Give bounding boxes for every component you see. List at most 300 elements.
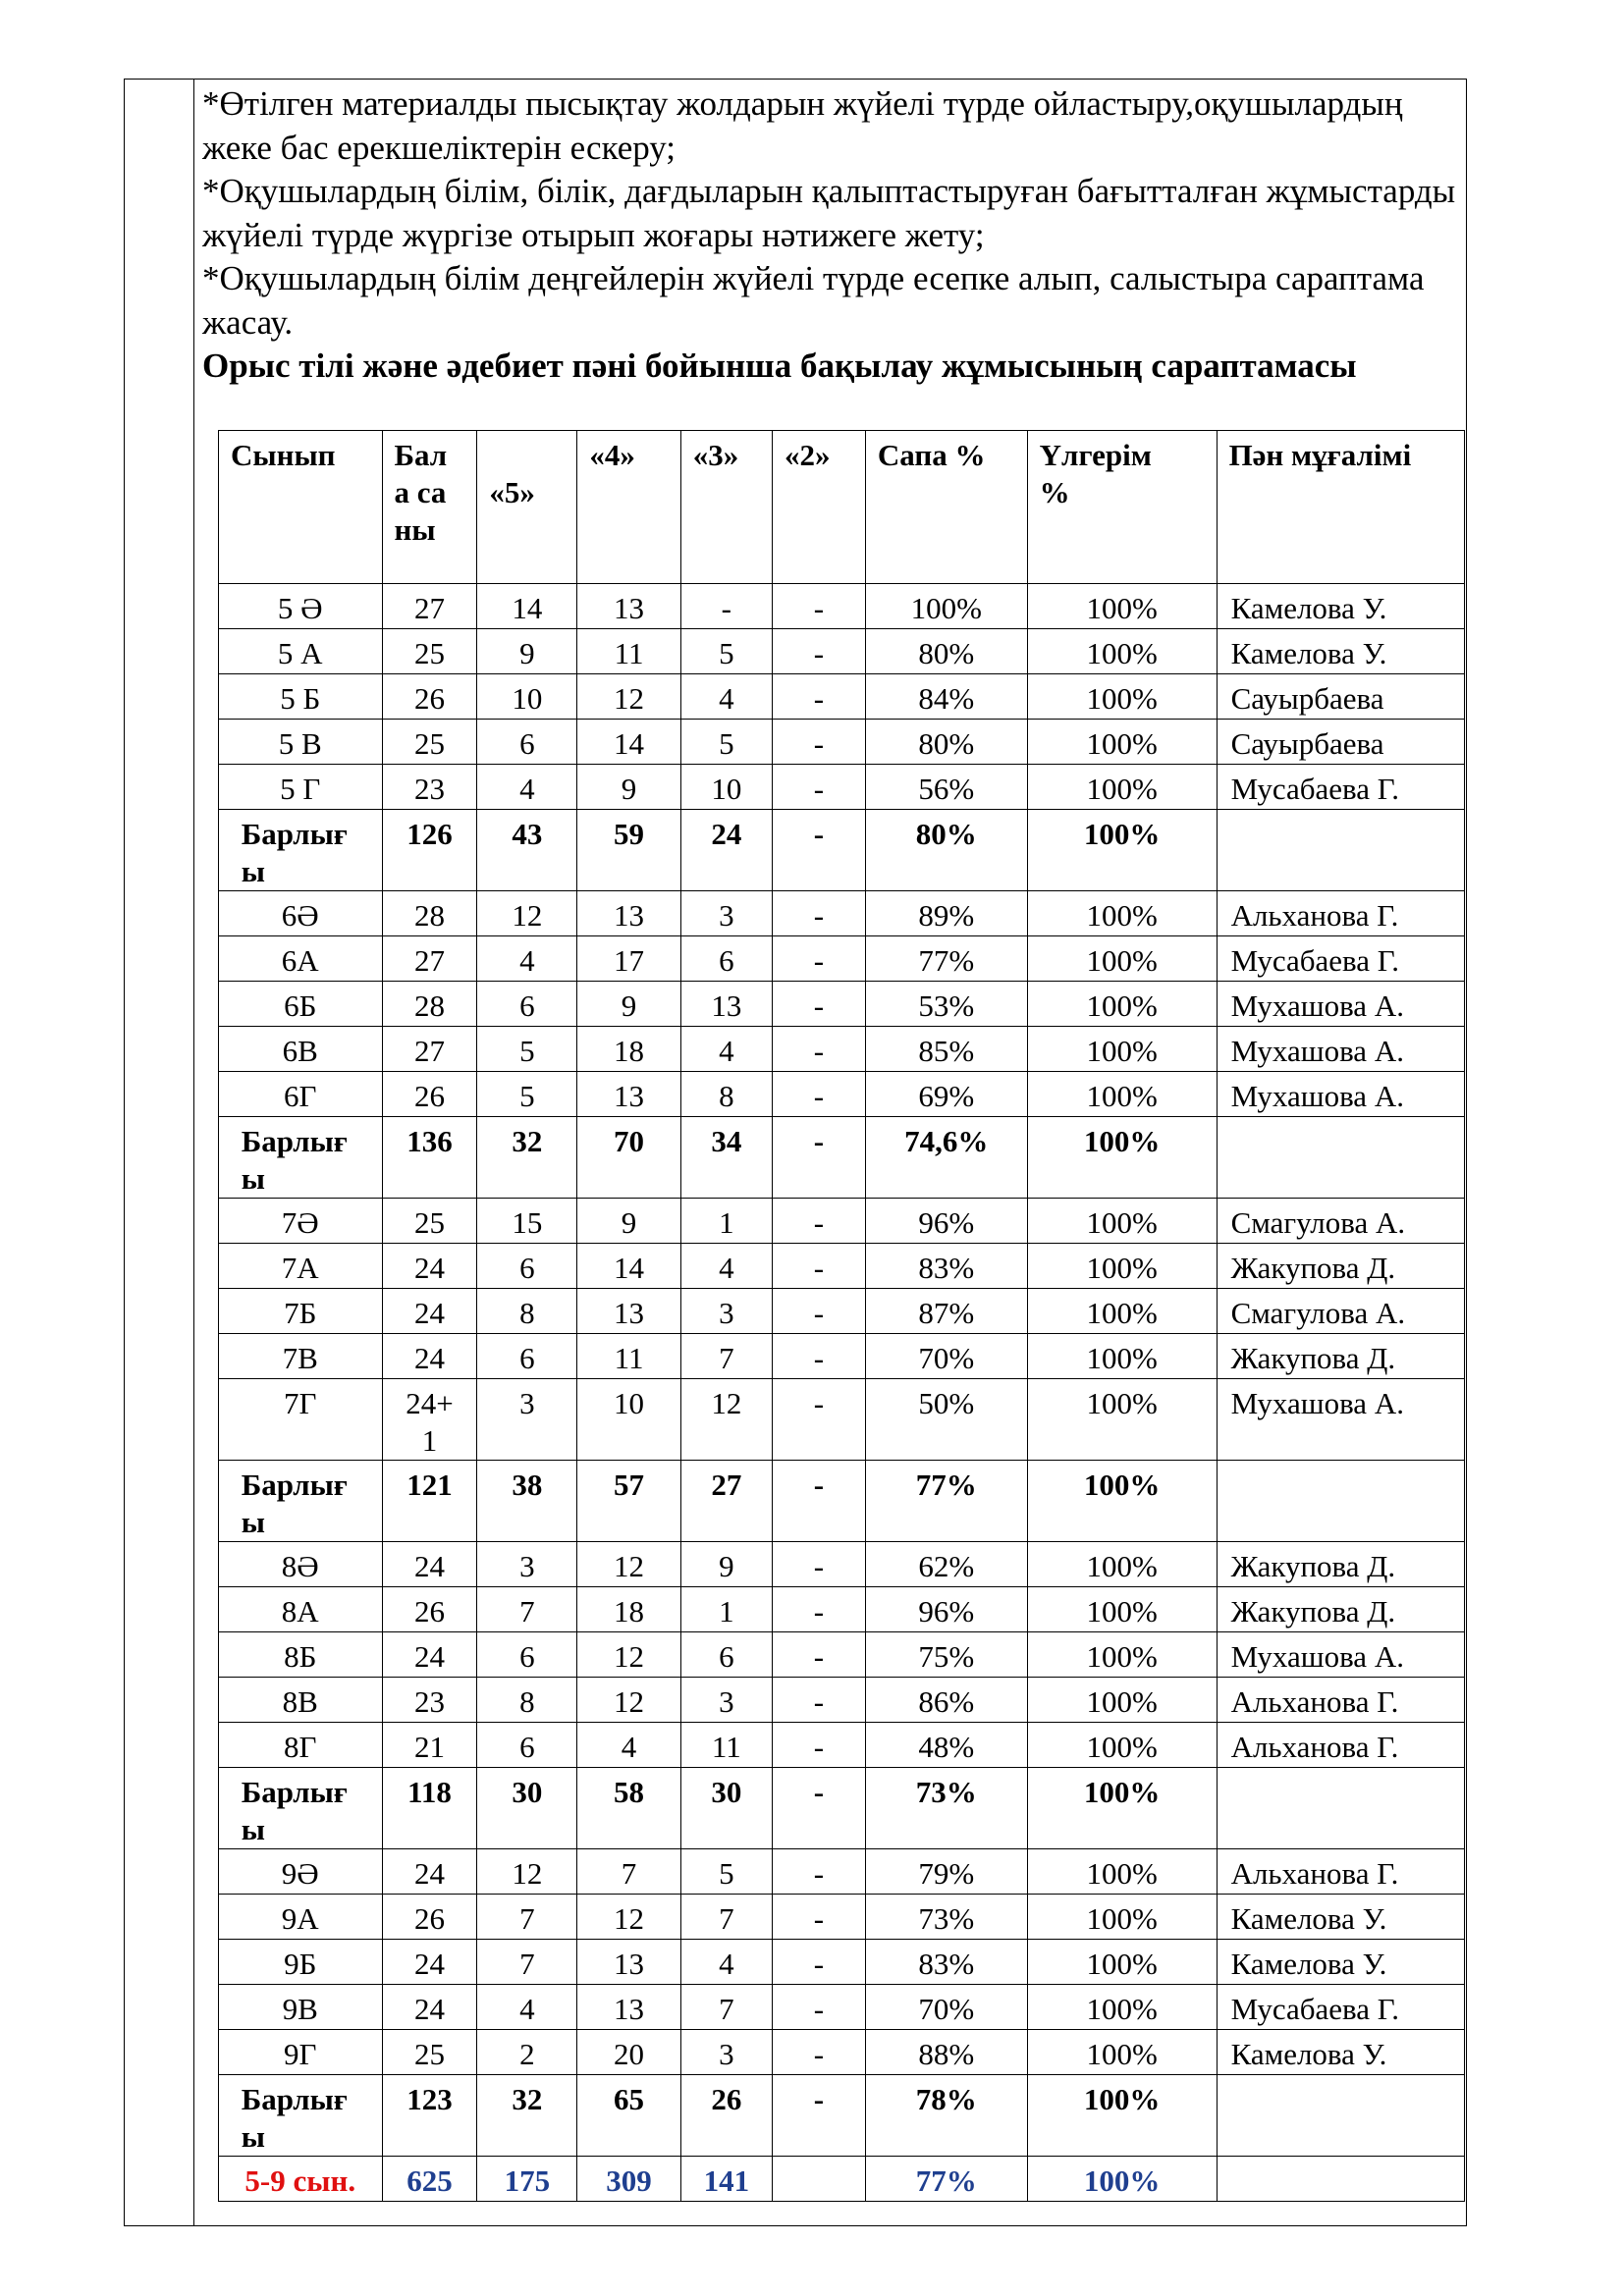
cell-two: - (772, 1678, 865, 1723)
cell-four: 13 (577, 1985, 680, 2030)
cell-count: 27 (382, 584, 477, 629)
cell-two: - (772, 1985, 865, 2030)
cell-quality: 73% (865, 1895, 1027, 1940)
cell-count: 25 (382, 2030, 477, 2075)
cell-teacher (1217, 1461, 1464, 1542)
cell-class: 9Б (219, 1940, 383, 1985)
total-row (219, 1768, 1465, 1849)
cell-quality: 88% (865, 2030, 1027, 2075)
section-heading: Орыс тілі және әдебиет пәні бойынша бақылау жұмысының сараптамасы (202, 347, 1357, 385)
table-row (219, 1379, 1465, 1461)
cell-progress: 100% (1027, 1985, 1217, 2030)
cell-progress: 100% (1027, 2030, 1217, 2075)
cell-progress: 100% (1027, 1072, 1217, 1117)
cell-progress: 100% (1027, 1542, 1217, 1587)
cell-two: - (772, 1895, 865, 1940)
cell-three: 5 (680, 629, 772, 674)
cell-two: - (772, 1199, 865, 1244)
cell-four: 4 (577, 1723, 680, 1768)
cell-two: - (772, 720, 865, 765)
cell-count: 23 (382, 765, 477, 810)
cell-two: - (772, 1542, 865, 1587)
cell-five: 38 (477, 1461, 577, 1542)
cell-five: 4 (477, 936, 577, 982)
cell-class: 7Ә (219, 1199, 383, 1244)
cell-two: - (772, 1334, 865, 1379)
cell-four: 20 (577, 2030, 680, 2075)
cell-four: 58 (577, 1768, 680, 1849)
cell-count: 136 (382, 1117, 477, 1199)
cell-teacher: Смагулова А. (1217, 1289, 1464, 1334)
cell-quality: 78% (865, 2075, 1027, 2157)
cell-teacher: Камелова У. (1217, 629, 1464, 674)
cell-progress: 100% (1027, 1723, 1217, 1768)
cell-teacher: Сауырбаева (1217, 674, 1464, 720)
cell-class: 6Ә (219, 891, 383, 936)
cell-quality: 96% (865, 1587, 1027, 1632)
table-row (219, 891, 1465, 936)
cell-quality: 73% (865, 1768, 1027, 1849)
cell-class: 8А (219, 1587, 383, 1632)
header-two: «2» (772, 431, 865, 584)
cell-four: 14 (577, 720, 680, 765)
cell-class: 5 Г (219, 765, 383, 810)
cell-four: 13 (577, 584, 680, 629)
cell-quality: 77% (865, 936, 1027, 982)
header-quality: Сапа % (865, 431, 1027, 584)
cell-count: 24 (382, 1632, 477, 1678)
cell-three: 9 (680, 1542, 772, 1587)
cell-quality: 62% (865, 1542, 1027, 1587)
cell-three: 7 (680, 1895, 772, 1940)
cell-teacher: Альханова Г. (1217, 1678, 1464, 1723)
cell-two: - (772, 982, 865, 1027)
cell-five: 6 (477, 1334, 577, 1379)
cell-quality: 100% (865, 584, 1027, 629)
cell-count: 25 (382, 629, 477, 674)
intro-text (202, 82, 1464, 389)
cell-two: - (772, 1849, 865, 1895)
cell-progress: 100% (1027, 1461, 1217, 1542)
cell-quality: 56% (865, 765, 1027, 810)
cell-class: 5-9 сын. (219, 2157, 383, 2202)
cell-five: 6 (477, 1632, 577, 1678)
cell-three: 6 (680, 936, 772, 982)
header-five: «5» (477, 431, 577, 584)
cell-count: 24 (382, 1849, 477, 1895)
cell-teacher: Камелова У. (1217, 584, 1464, 629)
cell-count: 21 (382, 1723, 477, 1768)
cell-progress: 100% (1027, 1334, 1217, 1379)
cell-five: 32 (477, 2075, 577, 2157)
cell-quality: 69% (865, 1072, 1027, 1117)
cell-three: 3 (680, 2030, 772, 2075)
cell-three: 1 (680, 1199, 772, 1244)
cell-count: 28 (382, 891, 477, 936)
cell-four: 18 (577, 1587, 680, 1632)
cell-class: 8Б (219, 1632, 383, 1678)
cell-four: 18 (577, 1027, 680, 1072)
cell-count: 26 (382, 674, 477, 720)
cell-five: 5 (477, 1072, 577, 1117)
cell-progress: 100% (1027, 629, 1217, 674)
cell-five: 8 (477, 1678, 577, 1723)
intro-paragraph-3: *Оқушылардың білім деңгейлерін жүйелі түрде есепке алып, салыстыра сараптама жасау. (202, 259, 1425, 342)
cell-three: 12 (680, 1379, 772, 1461)
table-viewport (194, 430, 1465, 2226)
cell-two: - (772, 1768, 865, 1849)
cell-progress: 100% (1027, 1379, 1217, 1461)
cell-quality: 80% (865, 629, 1027, 674)
table-row (219, 1334, 1465, 1379)
cell-two: - (772, 1587, 865, 1632)
cell-progress: 100% (1027, 1940, 1217, 1985)
cell-quality: 77% (865, 1461, 1027, 1542)
cell-teacher (1217, 810, 1464, 891)
cell-progress: 100% (1027, 2157, 1217, 2202)
cell-four: 12 (577, 1632, 680, 1678)
cell-two: - (772, 1072, 865, 1117)
total-row (219, 1461, 1465, 1542)
intro-paragraph-2: *Оқушылардың білім, білік, дағдыларын қалыптастыруған бағытталған жұмыстарды жүйелі түрде жүргізе отырып жоғары нәтижеге жету; (202, 172, 1456, 254)
table-row (219, 584, 1465, 629)
cell-five: 6 (477, 982, 577, 1027)
cell-class: 7А (219, 1244, 383, 1289)
cell-quality: 80% (865, 720, 1027, 765)
cell-five: 6 (477, 1723, 577, 1768)
cell-teacher (1217, 1768, 1464, 1849)
cell-count: 27 (382, 936, 477, 982)
cell-count: 25 (382, 720, 477, 765)
cell-three: 6 (680, 1632, 772, 1678)
cell-count: 24 (382, 1542, 477, 1587)
cell-five: 12 (477, 891, 577, 936)
cell-quality: 85% (865, 1027, 1027, 1072)
cell-progress: 100% (1027, 1027, 1217, 1072)
cell-three: 4 (680, 1244, 772, 1289)
cell-five: 32 (477, 1117, 577, 1199)
total-row (219, 810, 1465, 891)
total-row (219, 2075, 1465, 2157)
cell-three: 5 (680, 1849, 772, 1895)
cell-count: 24 (382, 1244, 477, 1289)
cell-progress: 100% (1027, 765, 1217, 810)
cell-quality: 80% (865, 810, 1027, 891)
table-row (219, 629, 1465, 674)
cell-quality: 84% (865, 674, 1027, 720)
cell-three: 13 (680, 982, 772, 1027)
cell-class: 9А (219, 1895, 383, 1940)
table-row (219, 1587, 1465, 1632)
cell-class: 9В (219, 1985, 383, 2030)
cell-three: 3 (680, 1678, 772, 1723)
cell-quality: 83% (865, 1940, 1027, 1985)
cell-quality: 48% (865, 1723, 1027, 1768)
cell-teacher: Мусабаева Г. (1217, 765, 1464, 810)
cell-teacher: Мухашова А. (1217, 982, 1464, 1027)
table-row (219, 2030, 1465, 2075)
cell-count: 26 (382, 1895, 477, 1940)
table-row (219, 1678, 1465, 1723)
table-row (219, 982, 1465, 1027)
cell-quality: 77% (865, 2157, 1027, 2202)
cell-four: 9 (577, 982, 680, 1027)
header-class: Сынып (219, 431, 383, 584)
table-row (219, 1072, 1465, 1117)
cell-three: 4 (680, 674, 772, 720)
cell-class: 6В (219, 1027, 383, 1072)
cell-class: 8Г (219, 1723, 383, 1768)
cell-two: - (772, 2030, 865, 2075)
cell-teacher: Жакупова Д. (1217, 1334, 1464, 1379)
cell-count: 26 (382, 1072, 477, 1117)
cell-two: - (772, 629, 865, 674)
cell-teacher: Смагулова А. (1217, 1199, 1464, 1244)
cell-three: 7 (680, 1334, 772, 1379)
cell-four: 13 (577, 1072, 680, 1117)
cell-quality: 96% (865, 1199, 1027, 1244)
cell-five: 10 (477, 674, 577, 720)
cell-class: 5 Б (219, 674, 383, 720)
cell-progress: 100% (1027, 936, 1217, 982)
cell-count: 121 (382, 1461, 477, 1542)
cell-teacher: Альханова Г. (1217, 1849, 1464, 1895)
cell-class: 7Б (219, 1289, 383, 1334)
cell-four: 70 (577, 1117, 680, 1199)
cell-four: 65 (577, 2075, 680, 2157)
cell-three: 11 (680, 1723, 772, 1768)
cell-count: 28 (382, 982, 477, 1027)
cell-three: 27 (680, 1461, 772, 1542)
cell-class: 5 В (219, 720, 383, 765)
cell-progress: 100% (1027, 720, 1217, 765)
cell-progress: 100% (1027, 1244, 1217, 1289)
cell-four: 12 (577, 1895, 680, 1940)
cell-count: 24 (382, 1985, 477, 2030)
cell-quality: 89% (865, 891, 1027, 936)
total-row (219, 1117, 1465, 1199)
cell-count: 26 (382, 1587, 477, 1632)
cell-count: 625 (382, 2157, 477, 2202)
cell-progress: 100% (1027, 982, 1217, 1027)
cell-quality: 79% (865, 1849, 1027, 1895)
cell-five: 15 (477, 1199, 577, 1244)
cell-quality: 75% (865, 1632, 1027, 1678)
table-row (219, 1244, 1465, 1289)
cell-two: - (772, 765, 865, 810)
cell-class: 5 А (219, 629, 383, 674)
cell-three: 7 (680, 1985, 772, 2030)
cell-three: 1 (680, 1587, 772, 1632)
cell-two: - (772, 1632, 865, 1678)
cell-quality: 53% (865, 982, 1027, 1027)
cell-class: 8Ә (219, 1542, 383, 1587)
cell-teacher: Камелова У. (1217, 1895, 1464, 1940)
cell-teacher: Камелова У. (1217, 2030, 1464, 2075)
cell-progress: 100% (1027, 1678, 1217, 1723)
cell-four: 9 (577, 765, 680, 810)
cell-five: 5 (477, 1027, 577, 1072)
cell-three: 8 (680, 1072, 772, 1117)
cell-five: 43 (477, 810, 577, 891)
cell-four: 13 (577, 1940, 680, 1985)
cell-progress: 100% (1027, 584, 1217, 629)
cell-quality: 83% (865, 1244, 1027, 1289)
cell-two: - (772, 1940, 865, 1985)
header-teacher: Пән мұғалімі (1217, 431, 1464, 584)
cell-teacher: Камелова У. (1217, 1940, 1464, 1985)
cell-two (772, 2157, 865, 2202)
table-row (219, 1849, 1465, 1895)
cell-five: 30 (477, 1768, 577, 1849)
cell-quality: 70% (865, 1985, 1027, 2030)
cell-progress: 100% (1027, 1587, 1217, 1632)
cell-teacher: Альханова Г. (1217, 891, 1464, 936)
cell-progress: 100% (1027, 1768, 1217, 1849)
cell-five: 6 (477, 1244, 577, 1289)
cell-four: 57 (577, 1461, 680, 1542)
table-body (219, 584, 1465, 2202)
grand-total-row (219, 2157, 1465, 2202)
cell-progress: 100% (1027, 2075, 1217, 2157)
cell-four: 7 (577, 1849, 680, 1895)
cell-progress: 100% (1027, 1895, 1217, 1940)
cell-five: 4 (477, 1985, 577, 2030)
cell-count: 126 (382, 810, 477, 891)
cell-five: 6 (477, 720, 577, 765)
cell-three: 4 (680, 1940, 772, 1985)
cell-two: - (772, 674, 865, 720)
cell-progress: 100% (1027, 1117, 1217, 1199)
cell-four: 12 (577, 674, 680, 720)
cell-two: - (772, 891, 865, 936)
cell-three: 10 (680, 765, 772, 810)
cell-class: 7Г (219, 1379, 383, 1461)
cell-teacher: Альханова Г. (1217, 1723, 1464, 1768)
table-row (219, 1632, 1465, 1678)
cell-progress: 100% (1027, 674, 1217, 720)
cell-four: 11 (577, 629, 680, 674)
header-three: «3» (680, 431, 772, 584)
results-table (218, 430, 1465, 2202)
table-row (219, 1985, 1465, 2030)
cell-two: - (772, 1461, 865, 1542)
cell-five: 2 (477, 2030, 577, 2075)
cell-teacher: Жакупова Д. (1217, 1542, 1464, 1587)
header-progress: Үлгерім % (1027, 431, 1217, 584)
table-row (219, 1199, 1465, 1244)
cell-three: - (680, 584, 772, 629)
cell-class: 6А (219, 936, 383, 982)
cell-class: 6Г (219, 1072, 383, 1117)
cell-three: 4 (680, 1027, 772, 1072)
cell-four: 17 (577, 936, 680, 982)
cell-two: - (772, 1379, 865, 1461)
cell-class: 9Г (219, 2030, 383, 2075)
cell-count: 24 (382, 1334, 477, 1379)
cell-four: 59 (577, 810, 680, 891)
cell-teacher: Жакупова Д. (1217, 1587, 1464, 1632)
table-row (219, 1895, 1465, 1940)
cell-two: - (772, 1027, 865, 1072)
cell-progress: 100% (1027, 1199, 1217, 1244)
cell-three: 5 (680, 720, 772, 765)
cell-two: - (772, 1289, 865, 1334)
cell-progress: 100% (1027, 1632, 1217, 1678)
header-four: «4» (577, 431, 680, 584)
cell-count: 24+1 (382, 1379, 477, 1461)
cell-four: 13 (577, 1289, 680, 1334)
cell-count: 123 (382, 2075, 477, 2157)
cell-five: 7 (477, 1895, 577, 1940)
cell-five: 8 (477, 1289, 577, 1334)
cell-three: 24 (680, 810, 772, 891)
cell-progress: 100% (1027, 810, 1217, 891)
cell-teacher: Мусабаева Г. (1217, 1985, 1464, 2030)
cell-quality: 87% (865, 1289, 1027, 1334)
cell-class: Барлығы (219, 1461, 383, 1542)
cell-quality: 50% (865, 1379, 1027, 1461)
cell-teacher: Мухашова А. (1217, 1027, 1464, 1072)
cell-five: 3 (477, 1379, 577, 1461)
cell-class: 6Б (219, 982, 383, 1027)
cell-two: - (772, 1723, 865, 1768)
cell-five: 9 (477, 629, 577, 674)
cell-three: 30 (680, 1768, 772, 1849)
cell-progress: 100% (1027, 891, 1217, 936)
cell-four: 309 (577, 2157, 680, 2202)
cell-two: - (772, 1244, 865, 1289)
cell-two: - (772, 936, 865, 982)
cell-three: 3 (680, 1289, 772, 1334)
cell-four: 12 (577, 1678, 680, 1723)
table-row (219, 765, 1465, 810)
cell-five: 4 (477, 765, 577, 810)
cell-count: 118 (382, 1768, 477, 1849)
cell-count: 24 (382, 1289, 477, 1334)
cell-quality: 70% (865, 1334, 1027, 1379)
cell-two: - (772, 2075, 865, 2157)
cell-five: 14 (477, 584, 577, 629)
cell-count: 25 (382, 1199, 477, 1244)
table-header-row (219, 431, 1465, 584)
header-count: Бала саны (382, 431, 477, 584)
cell-four: 13 (577, 891, 680, 936)
table-row (219, 1940, 1465, 1985)
cell-quality: 86% (865, 1678, 1027, 1723)
cell-quality: 74,6% (865, 1117, 1027, 1199)
table-row (219, 720, 1465, 765)
cell-class: Барлығы (219, 810, 383, 891)
table-row (219, 1723, 1465, 1768)
cell-class: Барлығы (219, 1768, 383, 1849)
table-row (219, 674, 1465, 720)
cell-three: 141 (680, 2157, 772, 2202)
cell-teacher (1217, 1117, 1464, 1199)
cell-class: Барлығы (219, 1117, 383, 1199)
cell-progress: 100% (1027, 1289, 1217, 1334)
cell-teacher: Сауырбаева (1217, 720, 1464, 765)
cell-count: 23 (382, 1678, 477, 1723)
table-row (219, 936, 1465, 982)
table-row (219, 1027, 1465, 1072)
cell-teacher: Мухашова А. (1217, 1379, 1464, 1461)
cell-five: 3 (477, 1542, 577, 1587)
intro-paragraph-1: *Өтілген материалды пысықтау жолдарын жүйелі түрде ойластыру,оқушылардың жеке бас ерекшеліктерін ескеру; (202, 84, 1403, 167)
cell-five: 175 (477, 2157, 577, 2202)
cell-three: 26 (680, 2075, 772, 2157)
cell-class: 5 Ә (219, 584, 383, 629)
